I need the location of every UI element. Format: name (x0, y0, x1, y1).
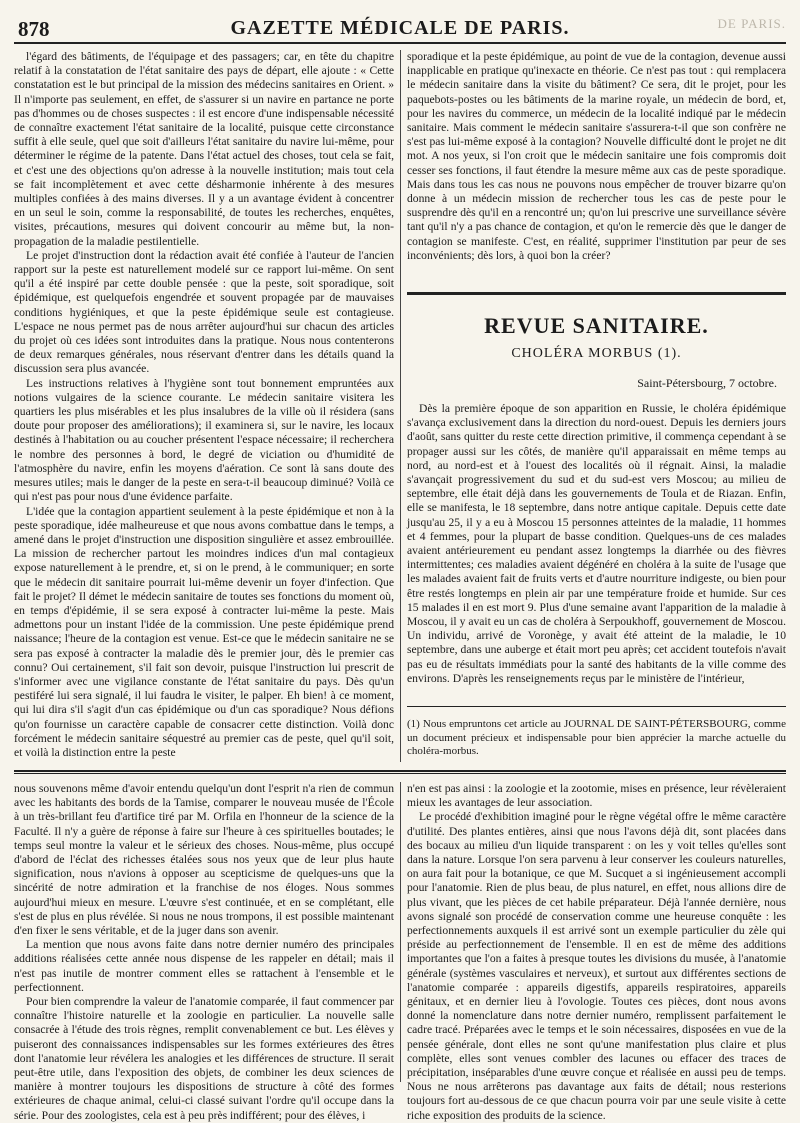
article-column-right (407, 50, 786, 290)
paragraph: n'en est pas ainsi : la zoologie et la zootomie, mises en présence, leur révèleraient mieux les avantages de leur association. (407, 782, 786, 810)
top-section (14, 50, 786, 762)
paragraph: l'égard des bâtiments, de l'équipage et des passagers; car, en tête du chapitre relatif à la constatation de l'état sanitaire des pays de départ, elle ajoute : « Cette constatation est le but principal de la mission des médecins sanitaires en Orient. » Il n'importe pas seulement, en effet, de s'assurer si un navire en partance ne porte pas d'hommes ou de choses suspectes : il est encore d'une indispensable nécessité de connaître exactement l'état sanitaire de la localité, puisque cette circonstance suffit à elle seule, quel que soit d'ailleurs l'état sanitaire du navire lui-même, pour déterminer le régime de la patente. Dans l'état actuel des choses, tout cela se fait, et c'est une des objections qu'on adresse à la nouvelle institution; mais tout cela se fait incomplètement et avec cette désharmonie inhérente à des mesures multiples confiées à des mains diverses. Il y a un avantage évident à concentrer en un seul le soin, comme la responsabilité, de toutes les recherches, enquêtes, visites, précautions, mesures qui doivent concourir au même but, la non-propagation de la maladie pestilentielle. (14, 50, 394, 248)
paragraph: Le procédé d'exhibition imaginé pour le règne végétal offre le même caractère d'utilité. Des plantes entières, ainsi que nous l'avons déjà dit, sont placées dans des bocaux au milieu d'un liquide transparent : on les y voit telles qu'elles sont dans la nature. Lorsque l'on sera parvenu à leur conserver les couleurs naturelles, on aura fait pour la botanique, ce que M. Sucquet a si ingénieusement accompli pour l'anatomie. Rien de plus beau, de plus naturel, en effet, nous allions dire de plus vivant, que les pièces de cet habile préparateur. Déjà l'année dernière, nous avons signalé son procédé de conservation comme une heureuse conquête : les perfectionnements auxquels il est arrivé sont un exemple particulier du zèle qui préside au perfectionnement de l'ensemble. Il en est de même des additions importantes que l'on a faites à presque toutes les divisions du musée, à l'anatomie générale (systèmes vasculaires et nerveux), et surtout aux différentes sections de l'anatomie comparée : appareils digestifs, appareils respiratoires, appareils génitaux, et en dernier lieu à l'ovologie. Toutes ces pièces, dont nous avons donné la nomenclature dans notre dernier numéro, remplissent parfaitement le cadre tracé. Préparées avec le temps et le soin nécessaires, disposées en vue de la pensée générale, dont elles ne sont qu'une manifestation plus claire et plus complète, elles sont venues combler des lacunes ou effacer des traces de précipitation, inséparables d'une œuvre conçue et réalisée en aussi peu de temps. Nous ne nous arrêterons pas davantage aux faits de détail; nous resterions toujours fort au-dessous de ce que chacun pourra voir par une seule visite à cette riche exposition des produits de la science. (407, 810, 786, 1122)
bleed-through-text: DE PARIS. (717, 16, 786, 31)
paragraph: Le projet d'instruction dont la rédaction avait été confiée à l'auteur de l'ancien rapport sur la peste est naturellement modelé sur ce rapport lui-même. On sent qu'il a été inspiré par cette double pensée : que la peste, soit sporadique, soit épidémique, est quelquefois engendrée et souvent propagée par de mauvaises conditions hygiéniques, et que la peste épidémique seule est contagieuse. L'espace ne nous permet pas de nous arrêter aujourd'hui sur chacun des articles du projet où ces idées sont introduites dans la pratique. Nous nous contenterons de deux remarques générales, nous réservant d'entrer dans les détails quand la discussion sera plus avancée. (14, 248, 394, 376)
paragraph: Les instructions relatives à l'hygiène sont tout bonnement empruntées aux notions vulgaires de la science courante. Le médecin sanitaire visitera les quartiers les plus misérables et les plus insalubres de la ville où il résidera (sans doute pour proposer des améliorations); il examinera si, sur le navire, les locaux destinés à l'habitation ou au coucher présentent l'espace nécessaire; il recherchera le nombre des personnes à bord, le degré de viciation ou d'humidité de l'atmosphère du navire, enfin les moyens d'aération. Ce sont là sans doute des mesures utiles; mais le danger de la peste en sera-t-il beaucoup diminué? Voilà ce qui n'est pas pour nous d'une évidence parfaite. (14, 376, 394, 504)
footnote-rule (407, 706, 786, 707)
page-number: 878 (18, 17, 50, 41)
section-rule (407, 292, 786, 295)
dateline: Saint-Pétersbourg, 7 octobre. (637, 376, 777, 390)
page-header (14, 14, 786, 44)
feuilleton-column-right (407, 782, 786, 1122)
article-heading: CHOLÉRA MORBUS (1). (511, 346, 682, 361)
feuilleton-separator (14, 770, 786, 774)
article-column-left (14, 50, 394, 762)
paragraph: sporadique et la peste épidémique, au point de vue de la contagion, devenue aussi inapplicable en pratique qu'inexacte en théorie. Ce n'est pas tout : qui remplacera le médecin sanitaire dans la visite du bâtiment? Ce sera, dit le projet, pour les paquebots-postes ou les bâtiments de la marine royale, un médecin de bord, et, pour les navires du commerce, un médecin de la localité indiqué par le médecin sanitaire. Mais comment le médecin sanitaire s'assurera-t-il que son confrère ne s'est pas lui-même exposé à la contagion? Nouvelle difficulté dont le projet ne dit mot. A nos yeux, si l'on croit que le médecin sanitaire une fois compromis doit cesser ses fonctions, il faut étendre la mesure même aux cas de peste sporadique. Mais dans tous les cas nous ne pouvons nous empêcher de trouver bizarre qu'on donne à un médecin mission de rechercher tous les cas de peste pour le susprendre dès qu'il en a rencontré un; qu'on lui prescrive une surveillance sévère tant qu'il n'y a pas chance de contagion, et qu'on le remercie dès que le danger de contagion se manifeste. C'est, en réalité, supprimer l'institution par peur de ses inconvénients; dès lors, à quoi bon la créer? (407, 50, 786, 262)
publication-title: GAZETTE MÉDICALE DE PARIS. (230, 16, 570, 39)
feuilleton-section (14, 782, 786, 1122)
paragraph: nous souvenons même d'avoir entendu quelqu'un dont l'esprit n'a rien de commun avec les habitants des bords de la Tamise, comparer le nouveau musée de l'École à un très-brillant feu d'artifice tiré par M. Orfila en l'honneur de la science de la Faculté. Il n'y a guère de réponse à faire sur l'heure à ces spirituelles boutades; le temps seul montre la valeur et le sérieux des choses. Nous-même, plus occupé d'abord de l'éclat des richesses étalées sous nos yeux que de leur plus haute signification, nous n'avions à opposer au scepticisme de quelques-uns que la sincérité de notre admiration et la franchise de nos éloges. Nous sommes aujourd'hui mieux en mesure. L'œuvre s'est continuée, et en se complétant, elle s'est de plus en plus révélée. Si nous ne nous trompons, il est possible maintenant d'en fixer le sens véritable, et de la juger dans son avenir. (14, 782, 394, 938)
paragraph: Dès la première époque de son apparition en Russie, le choléra épidémique s'avança exclusivement dans la direction du nord-ouest. Depuis les derniers jours d'août, sans quitter du reste cette direction primitive, il commença cependant à se propager aussi sur les côtés, de manière qu'il apparaissait en même temps au nord, au nord-est et à l'ouest des localités où il régnait. Ainsi, la maladie s'avançait progressivement du sud et du sud-est vers Moscou; au milieu de septembre, elle était déjà dans les gouvernements de Toula et de Riazan. Enfin, elle se manifesta, le 18 septembre, dans notre antique capitale. Depuis cette date jusqu'au 25, il y a eu à Moscou 15 personnes atteintes de la maladie, 11 hommes et 4 femmes, pour la plupart de basse condition. Quelques-uns de ces malades avaient antérieurement eu pendant assez longtemps la diarrhée ou des fièvres intermittentes; ces maladies avaient dégénéré en choléra à la suite de l'usage que les malades avaient fait de fruits verts et d'autre nourriture indigeste, ou bien pour être restés longtemps en plein air par une température froide et humide. Sur ces 15 malades il en est mort 9. Plus d'une semaine avant l'apparition de la maladie à Moscou, il y avait eu un cas de choléra à Serpoukhoff, gouvernement de Moscou. Un individu, arrivé de Voronège, y avait été atteint de la maladie, le 10 septembre, dans une auberge et était mort peu après; cet accident toutefois n'avait pas eu de résultats immédiats pour la santé des habitants de la ville comme des environs. D'après les renseignements reçus par le ministère de l'intérieur, (407, 402, 786, 685)
paragraph: La mention que nous avons faite dans notre dernier numéro des principales additions réalisées cette année nous dispense de les rappeler en détail; mais il n'est pas inutile de montrer comment elles se rattachent à l'ensemble et le perfectionnent. (14, 938, 394, 994)
column-divider (400, 50, 401, 762)
paragraph: L'idée que la contagion appartient seulement à la peste épidémique et non à la peste sporadique, idée malheureuse et que nous avons combattue dans le temps, a amené dans le projet d'instruction une disposition singulière et assez embrouillée. La mission de rechercher partout les moindres indices d'un mal contagieux expose naturellement à le prendre, et, si on le prend, à le communiquer; en sorte que le médecin dit sanitaire pourrait lui-même devenir un foyer d'infection. Que fait le projet? Il démet le médecin sanitaire de toutes ses fonctions du moment où, en temps d'épidémie, il se sera exposé à contracter lui-même la peste. Mais admettons pour un instant l'idée de la commission. Une peste épidémique prend naissance; l'heure de la contagion est venue. Est-ce que le médecin sanitaire ne se sera pas exposé à contracter la maladie dès le premier jour, dès le premier cas connu? Oui certainement, s'il fait son devoir, puisque l'instruction lui prescrit de s'informer avec une vigilance constante de l'état sanitaire du pays. Dès qu'un pestiféré lui sera signalé, il lui faudra le visiter, le palper. Eh bien! à ce moment, qui lui dira s'il s'agit d'un cas épidémique ou d'un cas sporadique? Nous défions qu'on fournisse un caractère capable de consacrer cette distinction. Voilà donc forcément le médecin sanitaire séquestré au premier cas de peste, quel qu'il soit, et voilà la distinction entre la peste (14, 504, 394, 759)
revue-article-body (407, 402, 786, 694)
section-heading: REVUE SANITAIRE. (484, 313, 709, 338)
footnote: (1) Nous empruntons cet article au JOURNAL DE SAINT-PÉTERSBOURG, comme un document précieux et indispensable pour bien apprécier la marche actuelle du choléra-morbus. (407, 718, 786, 757)
column-divider (400, 782, 401, 1082)
feuilleton-column-left (14, 782, 394, 1122)
paragraph: Pour bien comprendre la valeur de l'anatomie comparée, il faut commencer par connaître l'histoire naturelle et la zoologie en particulier. La nouvelle salle consacrée à l'étude des trois règnes, remplit convenablement ce but. Les élèves y puiseront des connaissances indispensables sur les formes extérieures des êtres dont l'anatomie leur révélera les analogies et les différences de structure. Il serait peut-être utile, dans l'exposition des objets, de combiner les deux sciences de manière à montrer toujours les dispositions de structure à côté des formes extérieures de chaque animal, celui-ci classé suivant l'ordre qu'il occupe dans la série. Pour des zoologistes, cela est à peu près indifférent; pour des élèves, i (14, 995, 394, 1122)
